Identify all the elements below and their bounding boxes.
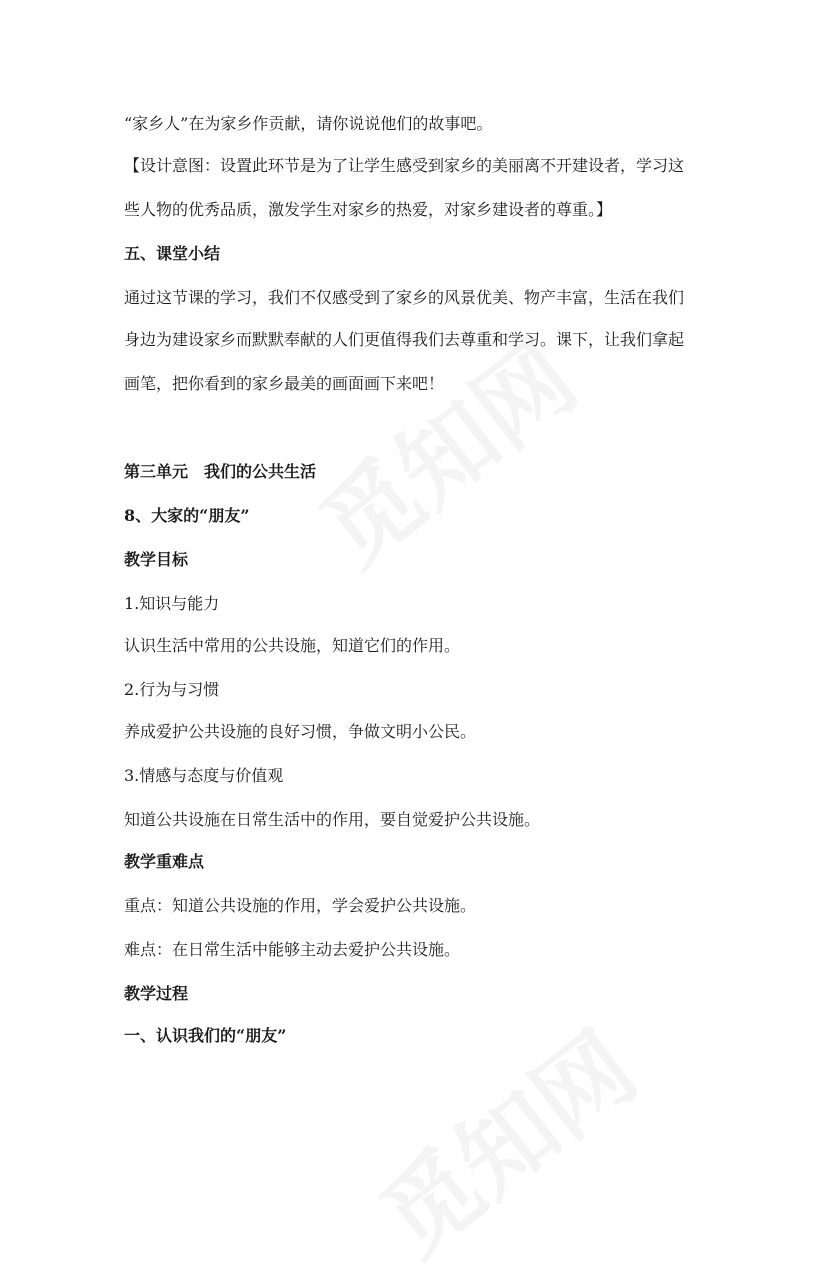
paragraph-line: 养成爱护公共设施的良好习惯，争做文明小公民。 [124, 722, 477, 741]
paragraph-line: 认识生活中常用的公共设施，知道它们的作用。 [124, 636, 461, 655]
subheading: 2.行为与习惯 [124, 680, 220, 699]
paragraph-line: 难点：在日常生活中能够主动去爱护公共设施。 [124, 940, 461, 959]
section-heading: 一、认识我们的“朋友” [124, 1026, 287, 1045]
section-heading: 五、课堂小结 [124, 244, 221, 263]
paragraph-line: 知道公共设施在日常生活中的作用，要自觉爱护公共设施。 [124, 810, 541, 829]
section-heading: 教学重难点 [124, 852, 205, 871]
paragraph-line: 身边为建设家乡而默默奉献的人们更值得我们去尊重和学习。课下，让我们拿起 [124, 330, 685, 349]
subheading: 3.情感与态度与价值观 [124, 766, 284, 785]
paragraph-line: 【设计意图：设置此环节是为了让学生感受到家乡的美丽离不开建设者，学习这 [124, 156, 685, 175]
paragraph-line: 画笔，把你看到的家乡最美的画面画下来吧！ [124, 374, 445, 393]
paragraph-line: “家乡人”在为家乡作贡献，请你说说他们的故事吧。 [124, 114, 493, 133]
paragraph-line: 通过这节课的学习，我们不仅感受到了家乡的风景优美、物产丰富，生活在我们 [124, 288, 685, 307]
unit-title: 第三单元 我们的公共生活 [124, 462, 317, 481]
paragraph-line: 重点：知道公共设施的作用，学会爱护公共设施。 [124, 896, 477, 915]
section-heading: 教学目标 [124, 550, 189, 569]
section-heading: 教学过程 [124, 984, 189, 1003]
subheading: 1.知识与能力 [124, 594, 220, 613]
paragraph-line: 些人物的优秀品质，激发学生对家乡的热爱，对家乡建设者的尊重。】 [124, 200, 613, 219]
lesson-title: 8、大家的“朋友” [124, 506, 250, 525]
